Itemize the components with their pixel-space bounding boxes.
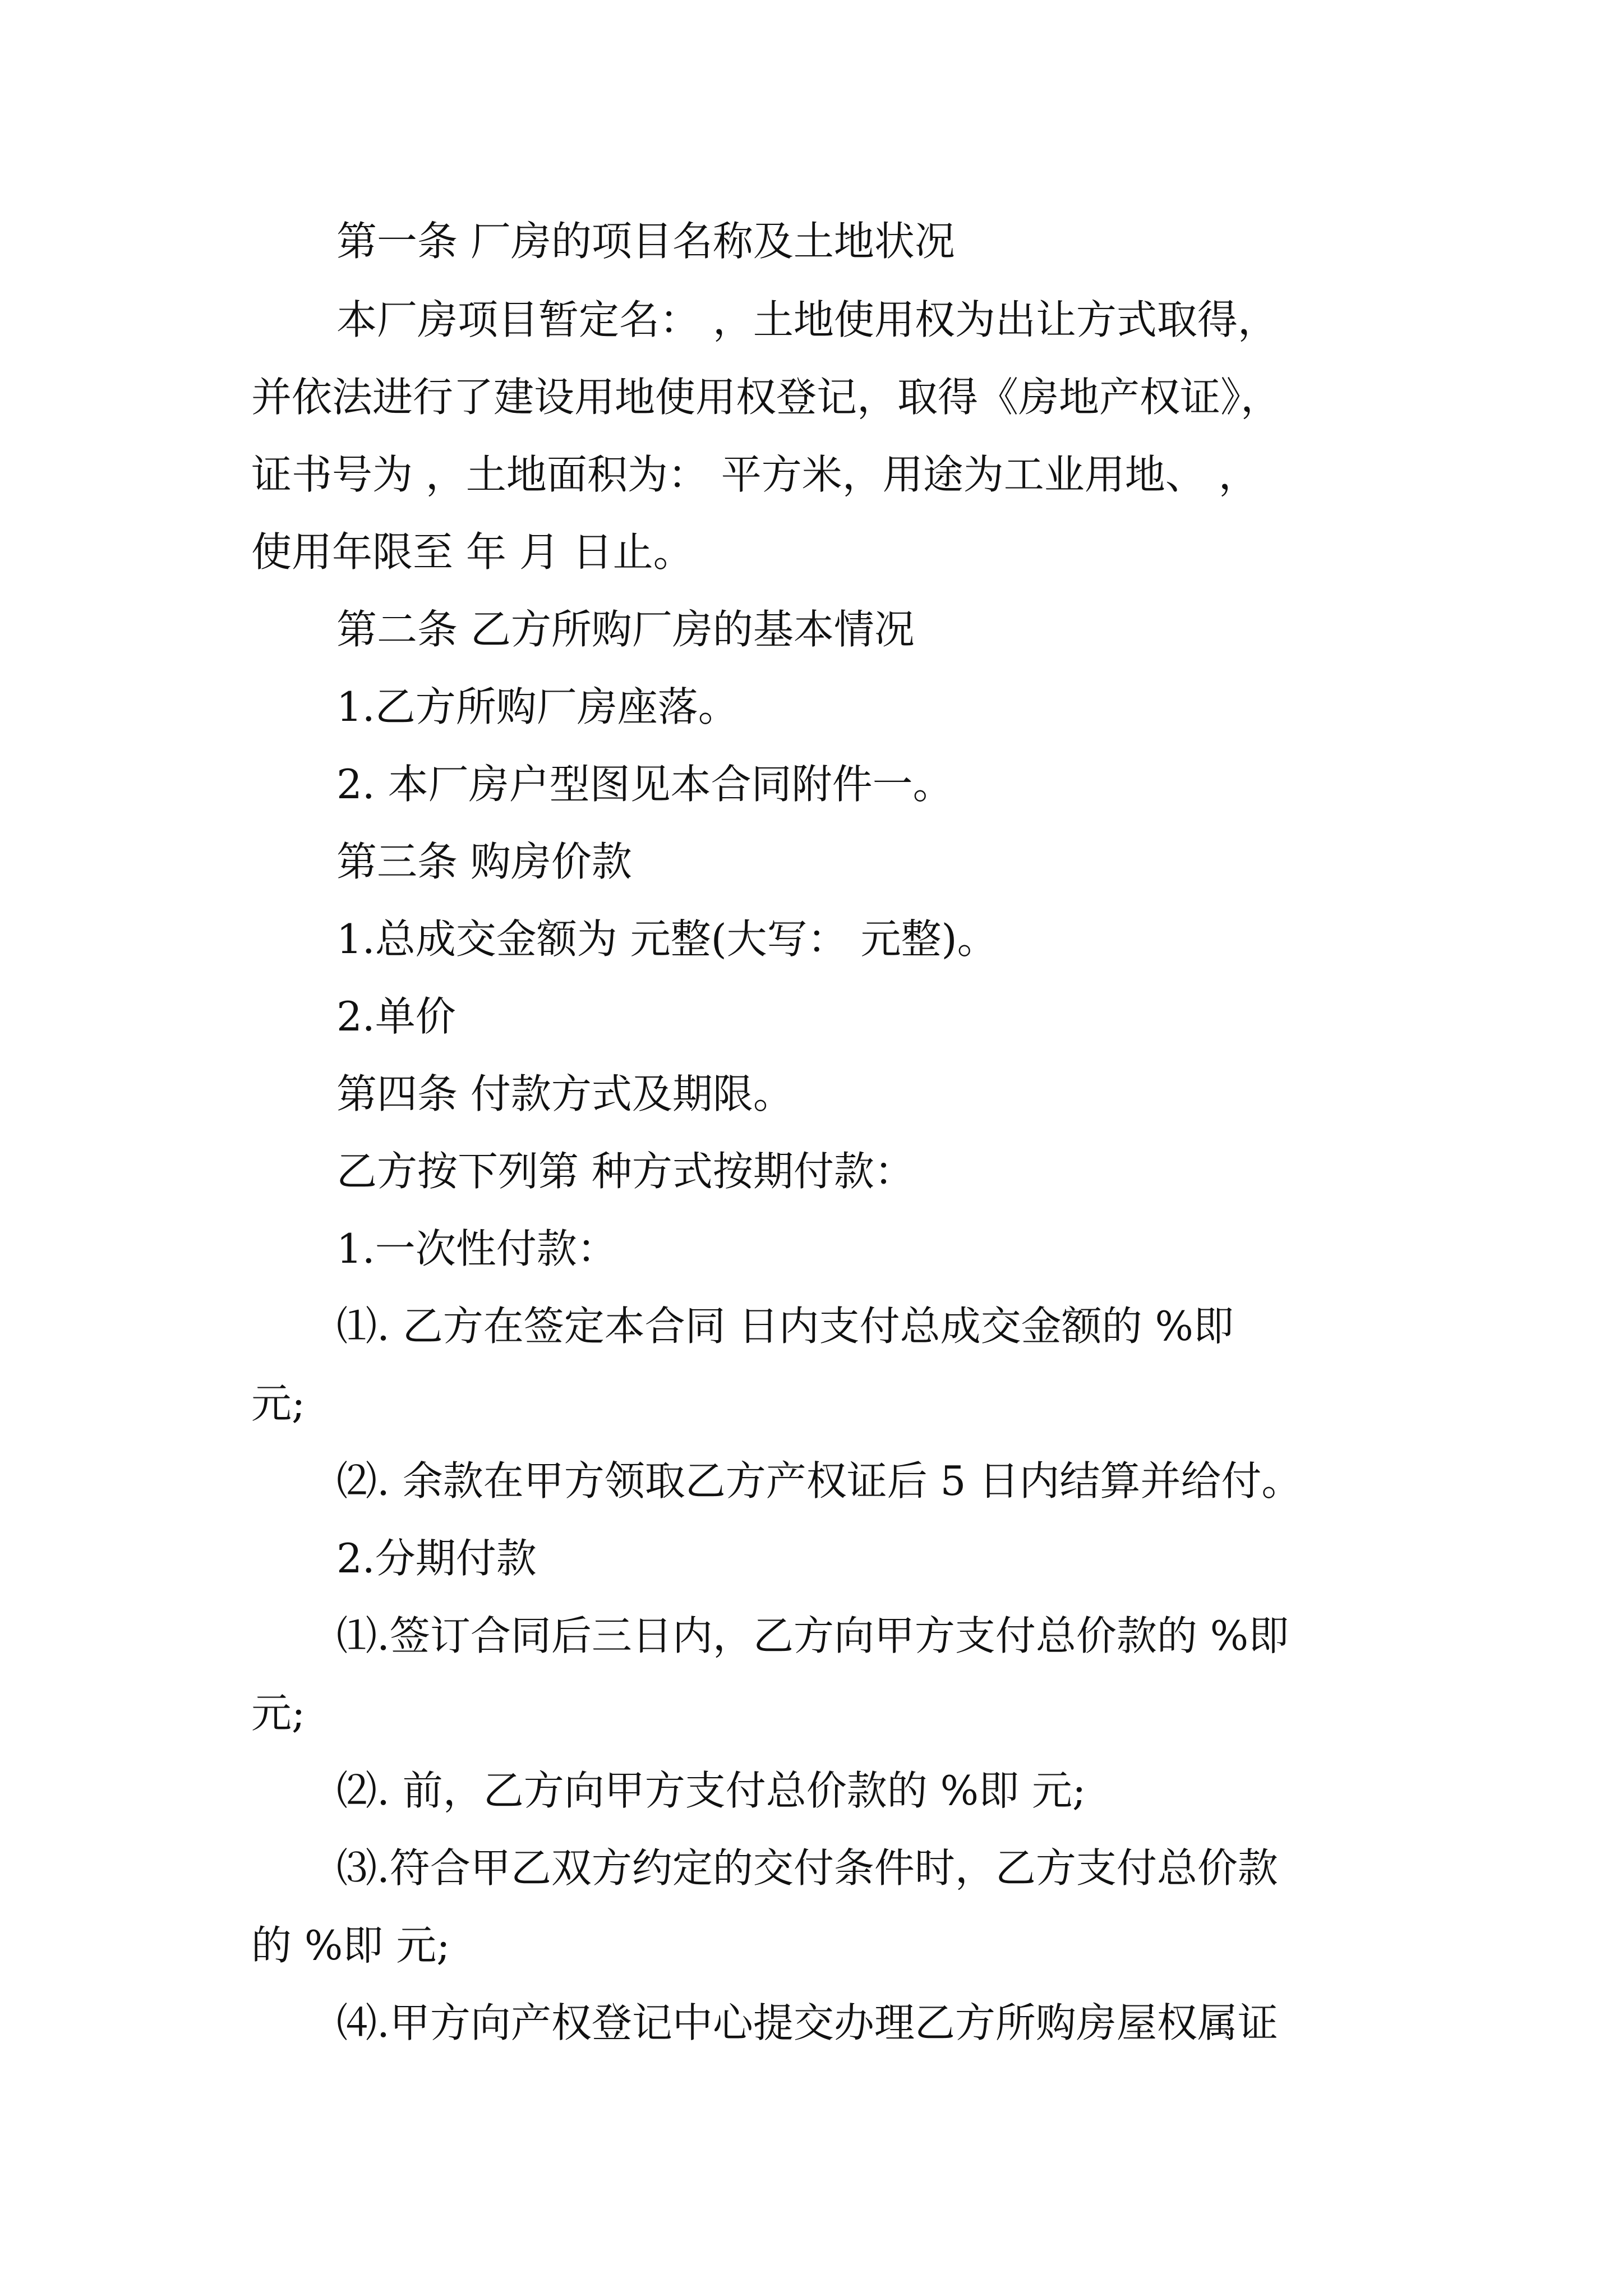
text-line: 1.乙方所购厂房座落。	[336, 683, 739, 730]
text-line: 本厂房项目暂定名： ，土地使用权为出让方式取得，	[336, 296, 1278, 343]
text-line: 1.一次性付款：	[336, 1225, 617, 1272]
text-line: ⑷.甲方向产权登记中心提交办理乙方所购房屋权属证	[336, 1999, 1278, 2046]
text-line: ⑶.符合甲乙双方约定的交付条件时，乙方支付总价款	[336, 1844, 1278, 1892]
text-line: 证书号为 ，土地面积为： 平方米，用途为工业用地、 ，	[251, 451, 1259, 498]
text-line: ⑴. 乙方在签定本合同 日内支付总成交金额的 %即	[336, 1303, 1234, 1350]
article-2-heading: 第二条 乙方所购厂房的基本情况	[336, 606, 915, 653]
text-line: 2. 本厂房户型图见本合同附件一。	[336, 761, 953, 808]
text-line: 2.单价	[336, 993, 456, 1040]
text-line: ⑴.签订合同后三日内，乙方向甲方支付总价款的 %即	[336, 1612, 1289, 1659]
text-line: 并依法进行了建设用地使用权登记，取得《房地产权证》，	[251, 374, 1281, 421]
text-line: 元;	[251, 1690, 306, 1737]
article-1-heading: 第一条 厂房的项目名称及土地状况	[336, 218, 955, 265]
text-line: 1.总成交金额为 元整(大写： 元整)。	[336, 915, 998, 963]
article-4-heading: 第四条 付款方式及期限。	[336, 1070, 794, 1117]
text-line: 2.分期付款	[336, 1535, 537, 1582]
text-line: ⑵. 前，乙方向甲方支付总价款的 %即 元;	[336, 1767, 1086, 1814]
article-3-heading: 第三条 购房价款	[336, 838, 632, 885]
text-line: ⑵. 余款在甲方领取乙方产权证后 5 日内结算并给付。	[336, 1457, 1302, 1504]
text-line: 元;	[251, 1380, 306, 1427]
text-line: 使用年限至 年 月 日止。	[251, 528, 694, 576]
text-line: 乙方按下列第 种方式按期付款：	[336, 1148, 915, 1195]
text-line: 的 %即 元;	[251, 1922, 450, 1969]
